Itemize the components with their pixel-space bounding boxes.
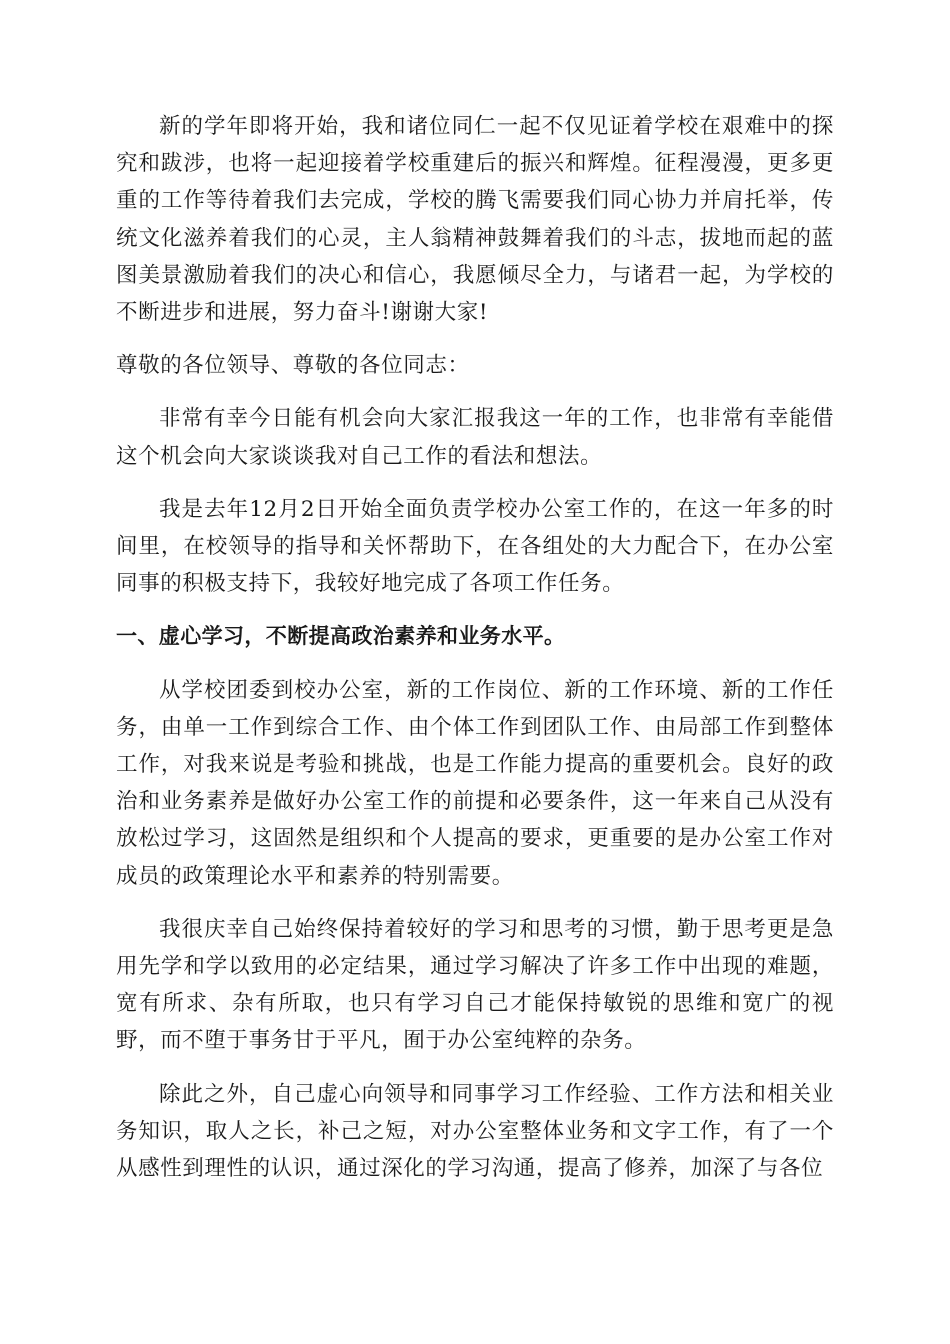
paragraph-closing-remarks: 新的学年即将开始，我和诸位同仁一起不仅见证着学校在艰难中的探究和跋涉，也将一起迎接着学校重建后的振兴和辉煌。征程漫漫，更多更重的工作等待着我们去完成，学校的腾飞需要我们同心协力并肩托举，传统文化滋养着我们的心灵，主人翁精神鼓舞着我们的斗志，拔地而起的蓝图美景激励着我们的决心和信心，我愿倾尽全力，与诸君一起，为学校的不断进步和进展，努力奋斗!谢谢大家! <box>116 114 834 326</box>
paragraph-section-1-b: 我很庆幸自己始终保持着较好的学习和思考的习惯，勤于思考更是急用先学和学以致用的必定结果，通过学习解决了许多工作中出现的难题，宽有所求、杂有所取，也只有学习自己才能保持敏锐的思维和宽广的视野，而不堕于事务甘于平凡，囿于办公室纯粹的杂务。 <box>116 916 834 1054</box>
paragraph-section-1-a: 从学校团委到校办公室，新的工作岗位、新的工作环境、新的工作任务，由单一工作到综合工作、由个体工作到团队工作、由局部工作到整体工作，对我来说是考验和挑战，也是工作能力提高的重要机会。良好的政治和业务素养是做好办公室工作的前提和必要条件，这一年来自己从没有放松过学习，这固然是组织和个人提高的要求，更重要的是办公室工作对成员的政策理论水平和素养的特别需要。 <box>116 677 834 889</box>
paragraph-salutation: 尊敬的各位领导、尊敬的各位同志： <box>116 353 470 379</box>
paragraph-opening: 非常有幸今日能有机会向大家汇报我这一年的工作，也非常有幸能借这个机会向大家谈谈我对自己工作的看法和想法。 <box>116 406 834 469</box>
document-page <box>116 108 834 1203</box>
section-heading-1: 一、虚心学习，不断提高政治素养和业务水平。 <box>116 624 566 649</box>
paragraph-section-1-c: 除此之外，自己虚心向领导和同事学习工作经验、工作方法和相关业务知识，取人之长，补己之短，对办公室整体业务和文字工作，有了一个从感性到理性的认识，通过深化的学习沟通，提高了修养，加深了与各位 <box>116 1081 834 1182</box>
paragraph-introduction: 我是去年12月2日开始全面负责学校办公室工作的，在这一年多的时间里，在校领导的指导和关怀帮助下，在各组处的大力配合下，在办公室同事的积极支持下，我较好地完成了各项工作任务。 <box>116 496 834 597</box>
